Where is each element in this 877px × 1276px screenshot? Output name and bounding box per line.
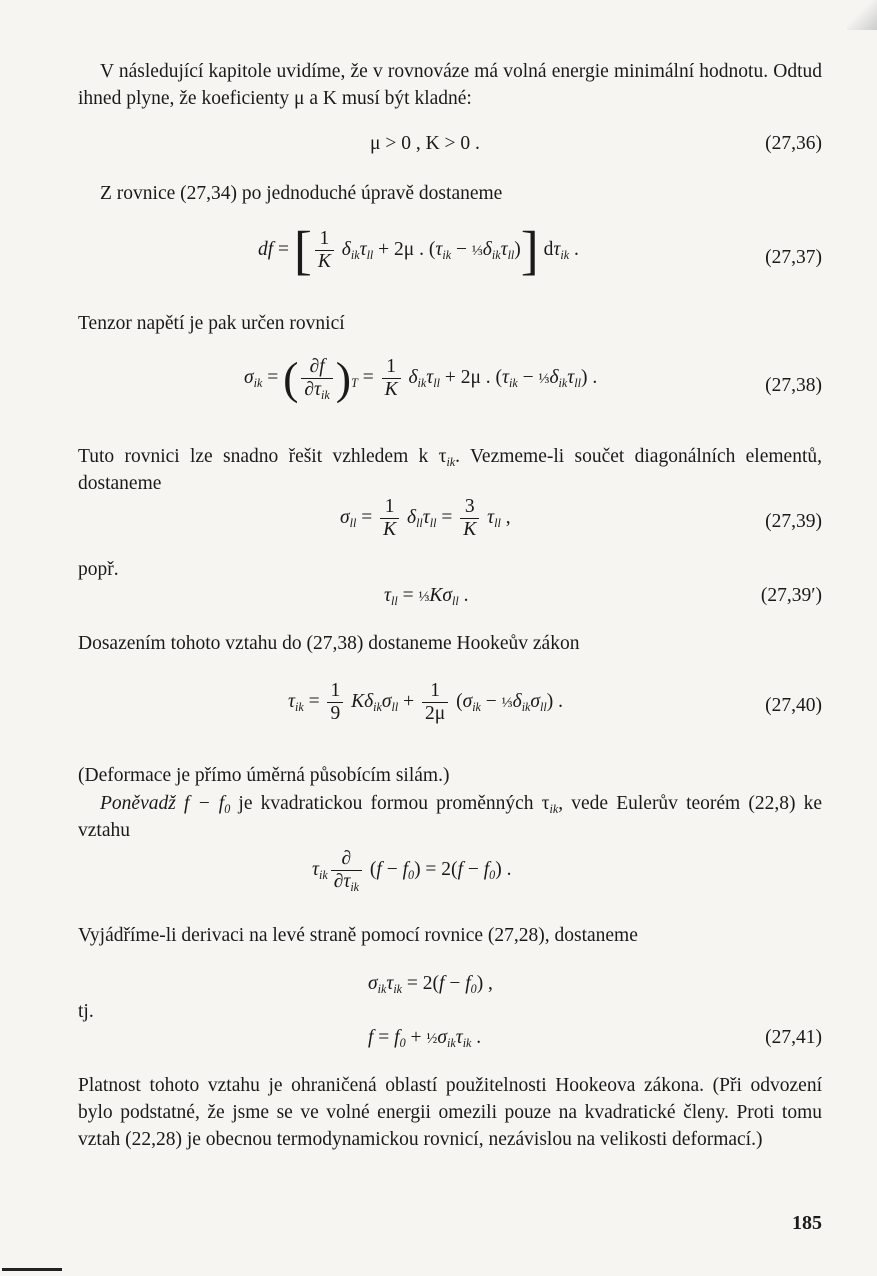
equation-body: $\sigma_{ik}$ = ( $\frac{\partial f}{\partial\tau_{ik}}$ )$_T$ = $\frac{1}{K}$ $\delta_{ik}\tau_{ll} + 2\mu$ . ($\tau_{ik}$ − $\frac{1}{3}\delta_{ik}\tau_{ll}$) . [244, 352, 598, 404]
equation-number: (27,40) [765, 695, 822, 716]
equation-number: (27,38) [765, 375, 822, 396]
equation-sigma-tau [0, 970, 877, 1004]
paragraph-3: Tenzor napětí je pak určen rovnicí [78, 313, 345, 334]
equation-body: μ > 0 , K > 0 . [370, 133, 480, 154]
equation-body: $\sigma_{ik}\tau_{ik} = 2(f - f_0)$ , [368, 973, 493, 997]
equation-euler [0, 846, 877, 906]
label-tj: tj. [78, 1001, 94, 1022]
paragraph-2: Z rovnice (27,34) po jednoduché úpravě dostaneme [100, 183, 503, 204]
paragraph-6: Dosazením tohoto vztahu do (27,38) dostaneme Hookeův zákon [78, 633, 580, 654]
paragraph-1: V následující kapitole uvidíme, že v rovnováze má volná energie minimální hodnotu. Odtud ihned plyne, že koeficienty μ a K musí být kladné: [78, 61, 822, 109]
equation-body: $\sigma_{ll}$ = $\frac{1}{K}$ $\delta_{ll}\tau_{ll}$ = $\frac{3}{K}$ $\tau_{ll}$ , [340, 496, 511, 540]
page-number: 185 [792, 1212, 822, 1234]
equation-27-41 [0, 1024, 877, 1060]
equation-body: df = [ $\frac{1}{K}$ $\delta_{ik}\tau_{ll} + 2\mu$ . ($\tau_{ik}$ − $\frac{1}{3}\delta_{ik}\tau_{ll}$)] $d\tau_{ik}$ . [258, 220, 579, 281]
equation-number: (27,36) [765, 133, 822, 154]
equation-27-37 [0, 222, 877, 298]
equation-27-40 [0, 678, 877, 738]
paragraph-8: Poněvadž $f - f_0$ je kvadratickou formou proměnných $\tau_{ik}$, vede Eulerův teorém (22,8) ke vztahu [78, 793, 822, 841]
scan-edge-mark [2, 1268, 62, 1271]
equation-27-36 [0, 128, 877, 188]
equation-body: $f = f_0$ + $\frac{1}{2}\sigma_{ik}\tau_{ik}$ . [368, 1027, 482, 1051]
equation-27-38 [0, 352, 877, 422]
equation-number: (27,39) [765, 511, 822, 532]
equation-number: (27,39′) [760, 585, 822, 606]
equation-body: $\tau_{ik}$ = $\frac{1}{9}$ $K\delta_{ik}\sigma_{ll}$ + $\frac{1}{2\mu}$ ($\sigma_{ik}$ − $\frac{1}{3}\delta_{ik}\sigma_{ll}$) . [288, 680, 564, 724]
paragraph-11: Platnost tohoto vztahu je ohraničená oblastí použitelnosti Hookeova zákona. (Při odvození bylo podstatné, že jsme se ve volné energii omezili pouze na kvadratické členy. Proti tomu vztah (22,28) je obecnou termodynamickou rovnicí, nezávislou na velikosti deformací.) [78, 1075, 822, 1150]
label-popr: popř. [78, 559, 119, 580]
scan-edge-shadow [847, 0, 877, 30]
equation-27-39 [0, 496, 877, 552]
equation-number: (27,37) [765, 247, 822, 268]
paragraph-7: (Deformace je přímo úměrná působícím silám.) [78, 765, 450, 786]
paragraph-4: Tuto rovnici lze snadno řešit vzhledem k $\tau_{ik}$. Vezmeme-li součet diagonálních elementů, dostaneme [78, 446, 822, 494]
equation-body: $\tau_{ik}$ $\frac{\partial}{\partial\tau_{ik}}$ $(f - f_0) = 2(f - f_0)$ . [312, 848, 512, 895]
equation-27-39-prime [0, 582, 877, 618]
equation-number: (27,41) [765, 1027, 822, 1048]
paragraph-9: Vyjádříme-li derivaci na levé straně pomocí rovnice (27,28), dostaneme [78, 925, 638, 946]
equation-body: $\tau_{ll}$ = $\frac{1}{3}K\sigma_{ll}$ . [384, 585, 469, 609]
